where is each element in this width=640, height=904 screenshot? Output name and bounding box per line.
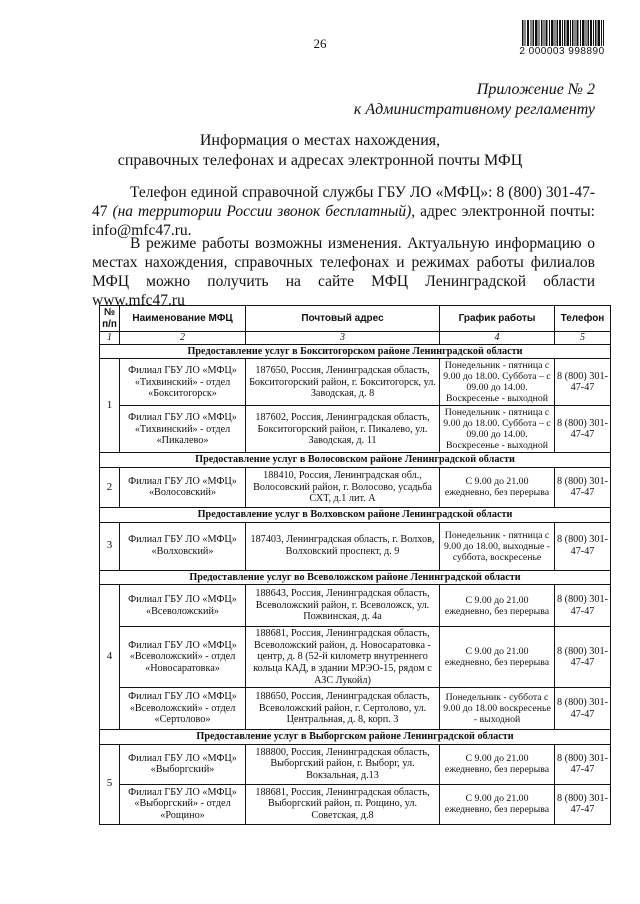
branch-phone: 8 (800) 301-47-47 (555, 744, 611, 784)
header-schedule: График работы (440, 306, 555, 332)
contact-paragraph (92, 183, 595, 240)
branch-name: Филиал ГБУ ЛО «МФЦ» «Волховский» (120, 522, 246, 570)
branch-schedule: С 9.00 до 21.00 ежедневно, без перерыва (440, 744, 555, 784)
table-row (100, 688, 611, 730)
column-index: 2 (120, 332, 246, 345)
branch-name: Филиал ГБУ ЛО «МФЦ» «Всеволожский» (120, 585, 246, 627)
heading-line-1: Информация о местах нахождения, (199, 132, 441, 149)
branch-phone: 8 (800) 301-47-47 (555, 627, 611, 688)
appendix-title: Приложение № 2 (476, 81, 595, 98)
branch-schedule: С 9.00 до 21.00 ежедневно, без перерыва (440, 467, 555, 507)
branch-name: Филиал ГБУ ЛО «МФЦ» «Выборгский» - отдел «Рощино» (120, 784, 246, 824)
section-header-row (100, 730, 611, 745)
branch-address: 187650, Россия, Ленинградская область, Бокситогорский район, г. Бокситогорск, ул. Заводская, д. 8 (246, 359, 440, 406)
column-index: 1 (100, 332, 120, 345)
column-index: 3 (246, 332, 440, 345)
table-header-row (100, 306, 611, 332)
branch-address: 188643, Россия, Ленинградская область, Всеволожский район, г. Всеволожск, ул. Пожвинская, д. 4а (246, 585, 440, 627)
row-number: 2 (100, 467, 120, 507)
branch-address: 188410, Россия, Ленинградская обл., Волосовский район, г. Волосово, усадьба СХТ, д.1 лит. А (246, 467, 440, 507)
column-index: 4 (440, 332, 555, 345)
column-index: 5 (555, 332, 611, 345)
section-title: Предоставление услуг во Всеволожском районе Ленинградской области (100, 570, 611, 585)
appendix-header (354, 80, 595, 120)
appendix-subtitle: к Административному регламенту (353, 101, 595, 118)
branch-phone: 8 (800) 301-47-47 (555, 522, 611, 570)
page-number: 26 (313, 36, 327, 51)
branch-phone: 8 (800) 301-47-47 (555, 784, 611, 824)
branch-schedule: С 9.00 до 21.00 ежедневно, без перерыва (440, 784, 555, 824)
table-row (100, 784, 611, 824)
section-header-row (100, 507, 611, 522)
branch-name: Филиал ГБУ ЛО «МФЦ» «Всеволожский» - отдел «Новосаратовка» (120, 627, 246, 688)
header-num: № п/п (100, 306, 120, 332)
branch-schedule: Понедельник - пятница с 9.00 до 18.00, выходные - суббота, воскресенье (440, 522, 555, 570)
branch-address: 187602, Россия, Ленинградская область, Бокситогорский район, г. Пикалево, ул. Заводская, д. 11 (246, 406, 440, 453)
section-title: Предоставление услуг в Бокситогорском районе Ленинградской области (100, 344, 611, 359)
row-number: 5 (100, 744, 120, 824)
branch-schedule: Понедельник - пятница с 9.00 до 18.00. Суббота – с 09.00 до 14.00. Воскресенье - выходной (440, 359, 555, 406)
table-row (100, 522, 611, 570)
branch-phone: 8 (800) 301-47-47 (555, 406, 611, 453)
branch-phone: 8 (800) 301-47-47 (555, 467, 611, 507)
branch-name: Филиал ГБУ ЛО «МФЦ» «Тихвинский» - отдел «Бокситогорск» (120, 359, 246, 406)
branch-schedule: Понедельник - пятница с 9.00 до 18.00. Суббота – с 09.00 до 14.00. Воскресенье - выходной (440, 406, 555, 453)
header-name: Наименование МФЦ (120, 306, 246, 332)
table-row (100, 467, 611, 507)
branch-address: 187403, Ленинградская область, г. Волхов, Волховский проспект, д. 9 (246, 522, 440, 570)
branch-address: 188650, Россия, Ленинградская область, Всеволожский район, г. Сертолово, ул. Центральная, д. 8, корп. 3 (246, 688, 440, 730)
changes-text: В режиме работы возможны изменения. Актуальную информацию о местах нахождения, справочных телефонах и режимах работы филиалов МФЦ можно получить на сайте МФЦ Ленинградской области www.mfc47.ru (92, 235, 595, 309)
branch-phone: 8 (800) 301-47-47 (555, 359, 611, 406)
changes-paragraph (92, 234, 595, 310)
table-row (100, 359, 611, 406)
branch-address: 188800, Россия, Ленинградская область, Выборгский район, г. Выборг, ул. Вокзальная, д.13 (246, 744, 440, 784)
branch-address: 188681, Россия, Ленинградская область, Всеволожский район, д. Новосаратовка - центр, д. 8 (52-й километр внутреннего кольца КАД, в здании МРЭО-15, рядом с АЗС Лукойл) (246, 627, 440, 688)
branch-name: Филиал ГБУ ЛО «МФЦ» «Выборгский» (120, 744, 246, 784)
hotline-text: Телефон единой справочной службы ГБУ ЛО «МФЦ»: 8 (800) 301-47-47 (92, 184, 595, 220)
row-number: 1 (100, 359, 120, 453)
barcode-icon (522, 20, 604, 46)
table-row (100, 744, 611, 784)
branch-name: Филиал ГБУ ЛО «МФЦ» «Тихвинский» - отдел «Пикалево» (120, 406, 246, 453)
table-row (100, 406, 611, 453)
row-number: 3 (100, 522, 120, 570)
column-index-row (100, 332, 611, 345)
section-title: Предоставление услуг в Волосовском районе Ленинградской области (100, 453, 611, 468)
document-heading (0, 131, 640, 171)
header-address: Почтовый адрес (246, 306, 440, 332)
section-header-row (100, 344, 611, 359)
branch-name: Филиал ГБУ ЛО «МФЦ» «Всеволожский» - отдел «Сертолово» (120, 688, 246, 730)
branch-schedule: С 9.00 до 21.00 ежедневно, без перерыва (440, 627, 555, 688)
section-title: Предоставление услуг в Волховском районе Ленинградской области (100, 507, 611, 522)
section-header-row (100, 570, 611, 585)
barcode-number: 2 000003 998890 (519, 46, 605, 57)
email-text: адрес электронной почты: info@mfc47.ru. (92, 203, 595, 239)
free-call-note: (на территории России звонок бесплатный), (112, 203, 416, 220)
branch-schedule: С 9.00 до 21.00 ежедневно, без перерыва (440, 585, 555, 627)
section-header-row (100, 453, 611, 468)
mfc-table (99, 305, 611, 825)
branch-address: 188681, Россия, Ленинградская область, Выборгский район, п. Рощино, ул. Советская, д.8 (246, 784, 440, 824)
row-number: 4 (100, 585, 120, 730)
section-title: Предоставление услуг в Выборгском районе Ленинградской области (100, 730, 611, 745)
table-row (100, 627, 611, 688)
table-row (100, 585, 611, 627)
branch-name: Филиал ГБУ ЛО «МФЦ» «Волосовский» (120, 467, 246, 507)
header-phone: Телефон (555, 306, 611, 332)
heading-line-2: справочных телефонах и адресах электронной почты МФЦ (117, 152, 523, 169)
branch-phone: 8 (800) 301-47-47 (555, 688, 611, 730)
branch-schedule: Понедельник - суббота с 9.00 до 18.00 воскресенье - выходной (440, 688, 555, 730)
branch-phone: 8 (800) 301-47-47 (555, 585, 611, 627)
